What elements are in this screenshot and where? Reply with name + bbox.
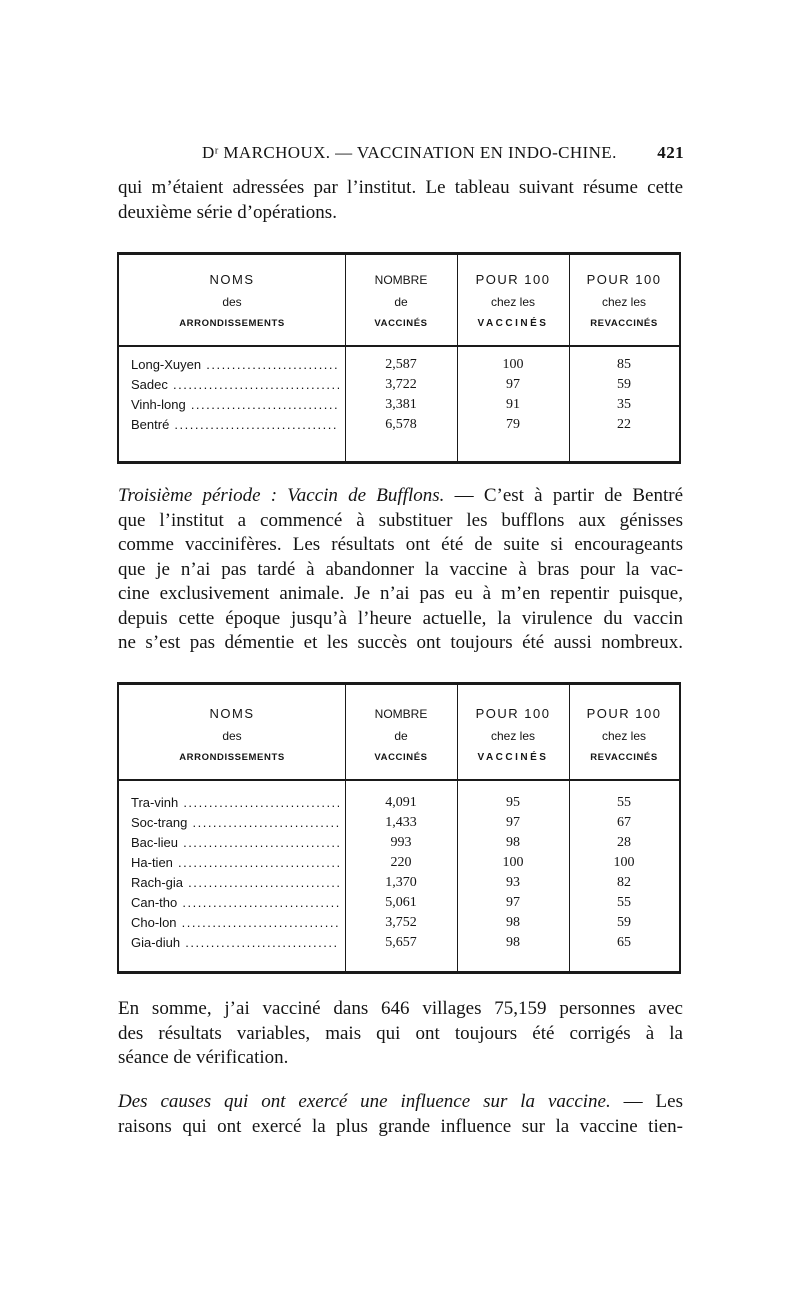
pct-vaccines: 100: [502, 357, 524, 372]
arrondissement-name: Cho-lon .....: [131, 915, 339, 930]
table-row: [119, 895, 679, 915]
arrondissement-name: Bentré .....: [131, 417, 339, 432]
header-pour100-vaccines: [457, 703, 569, 769]
header-rule: [119, 345, 679, 347]
causes-paragraph: [118, 1090, 683, 1139]
header-line: de: [394, 729, 408, 743]
title-dash: —: [335, 143, 353, 162]
header-line: POUR 100: [586, 706, 662, 721]
header-line: NOMS: [209, 706, 255, 721]
pct-vaccines: 98: [506, 835, 520, 850]
header-line: chez les: [601, 295, 647, 309]
causes-heading-rest: — Les: [610, 1091, 683, 1112]
pct-revaccines: 59: [617, 377, 631, 392]
header-line: VACCINÉS: [477, 318, 549, 329]
table-row: [119, 357, 679, 377]
vaccines-count: 5,657: [385, 935, 417, 950]
table-row: [119, 875, 679, 895]
vaccines-count: 3,752: [385, 915, 417, 930]
pct-revaccines: 55: [617, 895, 631, 910]
table-row: [119, 915, 679, 935]
pct-revaccines: 82: [617, 875, 631, 890]
vaccines-count: 220: [390, 855, 412, 870]
paragraph-line: [118, 1090, 683, 1115]
paragraph-line: des résultats variables, mais qui ont toujours été corrigés à la: [118, 1022, 683, 1044]
arrondissement-name: Soc-trang .....: [131, 815, 339, 830]
paragraph-line: cine exclusivement animale. Je n’ai pas eu à m’en repentir puisque,: [118, 583, 683, 604]
pct-revaccines: 67: [617, 815, 631, 830]
causes-heading: Des causes qui ont exercé une influence sur la vaccine.: [118, 1091, 611, 1112]
header-line: des: [222, 729, 242, 743]
header-nombre: [345, 703, 457, 769]
paragraph-line: ne s’est pas démentie et les succès ont toujours été aussi nombreux.: [118, 632, 683, 653]
pct-revaccines: 59: [617, 915, 631, 930]
header-line: VACCINÉS: [477, 752, 549, 763]
section-heading: Troisième période : Vaccin de Bufflons.: [118, 485, 445, 506]
header-line: chez les: [601, 729, 647, 743]
running-head-title: [202, 143, 617, 163]
pct-revaccines: 55: [617, 795, 631, 810]
header-pour100-vaccines: [457, 269, 569, 335]
header-pour100-revaccines: [569, 269, 679, 335]
article-title: VACCINATION EN INDO-CHINE.: [356, 143, 617, 162]
running-head: [118, 143, 684, 171]
pct-vaccines: 98: [506, 915, 520, 930]
intro-paragraph: [118, 176, 683, 225]
header-line: VACCINÉS: [374, 318, 428, 329]
vaccines-count: 4,091: [385, 795, 417, 810]
arrondissement-name: Rach-gia .....: [131, 875, 339, 890]
header-line: de: [394, 295, 408, 309]
table-row: [119, 815, 679, 835]
header-line: chez les: [490, 729, 536, 743]
pct-vaccines: 98: [506, 935, 520, 950]
vaccines-count: 3,722: [385, 377, 417, 392]
table-row: [119, 377, 679, 397]
header-line: NOMBRE: [374, 707, 428, 721]
paragraph-line: [118, 484, 683, 509]
author-name: Dʳ MARCHOUX.: [202, 143, 331, 162]
paragraph-line: séance de vérification.: [118, 1047, 289, 1068]
vaccines-count: 1,370: [385, 875, 417, 890]
vaccination-table-2: [117, 682, 681, 974]
table-row: [119, 855, 679, 875]
pct-vaccines: 97: [506, 815, 520, 830]
header-line: ARRONDISSEMENTS: [179, 752, 285, 763]
paragraph-line: En somme, j’ai vacciné dans 646 villages 75,159 personnes avec: [118, 998, 683, 1019]
pct-vaccines: 95: [506, 795, 520, 810]
pct-vaccines: 97: [506, 895, 520, 910]
paragraph-line: que l’institut a commencé à substituer les bufflons aux génisses: [118, 509, 683, 531]
arrondissement-name: Long-Xuyen .....: [131, 357, 339, 372]
arrondissement-name: Tra-vinh .....: [131, 795, 339, 810]
page-number: 421: [657, 143, 684, 162]
vaccination-table-1: [117, 252, 681, 464]
vaccines-count: 2,587: [385, 357, 417, 372]
section-paragraph: [118, 484, 683, 656]
header-nombre: [345, 269, 457, 335]
section-heading-rest: — C’est à partir de Bentré: [444, 485, 684, 506]
arrondissement-name: Sadec .....: [131, 377, 339, 392]
paragraph-line: raisons qui ont exercé la plus grande influence sur la vaccine tien-: [118, 1115, 683, 1137]
vaccines-count: 1,433: [385, 815, 417, 830]
paragraph-line: depuis cette époque jusqu’à l’heure actuelle, la virulence du vaccin: [118, 607, 683, 629]
pct-revaccines: 85: [617, 357, 631, 372]
table-row: [119, 417, 679, 437]
arrondissement-name: Can-tho .....: [131, 895, 339, 910]
paragraph-line: que je n’ai pas tardé à abandonner la vaccine à bras pour la vac-: [118, 558, 683, 580]
arrondissement-name: Gia-diuh .....: [131, 935, 339, 950]
header-line: POUR 100: [586, 272, 662, 287]
header-line: REVACCINÉS: [590, 752, 658, 763]
header-line: POUR 100: [475, 272, 551, 287]
header-line: REVACCINÉS: [590, 318, 658, 329]
paragraph-line: comme vaccinifères. Les résultats ont été de suite si encourageants: [118, 534, 683, 555]
header-line: des: [222, 295, 242, 309]
arrondissement-name: Bac-lieu .....: [131, 835, 339, 850]
pct-vaccines: 93: [506, 875, 520, 890]
vaccines-count: 993: [390, 835, 412, 850]
pct-revaccines: 100: [613, 855, 635, 870]
table-row: [119, 397, 679, 417]
table-row: [119, 935, 679, 955]
pct-vaccines: 97: [506, 377, 520, 392]
arrondissement-name: Vinh-long .....: [131, 397, 339, 412]
summary-paragraph: [118, 997, 683, 1071]
arrondissement-name: Ha-tien .....: [131, 855, 339, 870]
header-line: VACCINÉS: [374, 752, 428, 763]
pct-revaccines: 22: [617, 417, 631, 432]
vaccines-count: 3,381: [385, 397, 417, 412]
header-noms: [119, 703, 345, 769]
table-row: [119, 835, 679, 855]
pct-revaccines: 28: [617, 835, 631, 850]
pct-vaccines: 91: [506, 397, 520, 412]
header-line: NOMBRE: [374, 273, 428, 287]
header-line: chez les: [490, 295, 536, 309]
paragraph-line: deuxième série d’opérations.: [118, 201, 337, 223]
paragraph-line: qui m’étaient adressées par l’institut. Le tableau suivant résume cette: [118, 177, 683, 198]
header-line: ARRONDISSEMENTS: [179, 318, 285, 329]
header-line: POUR 100: [475, 706, 551, 721]
vaccines-count: 6,578: [385, 417, 417, 432]
pct-revaccines: 65: [617, 935, 631, 950]
vaccines-count: 5,061: [385, 895, 417, 910]
table-row: [119, 795, 679, 815]
pct-revaccines: 35: [617, 397, 631, 412]
header-noms: [119, 269, 345, 335]
header-rule: [119, 779, 679, 781]
header-line: NOMS: [209, 272, 255, 287]
header-pour100-revaccines: [569, 703, 679, 769]
pct-vaccines: 79: [506, 417, 520, 432]
pct-vaccines: 100: [502, 855, 524, 870]
